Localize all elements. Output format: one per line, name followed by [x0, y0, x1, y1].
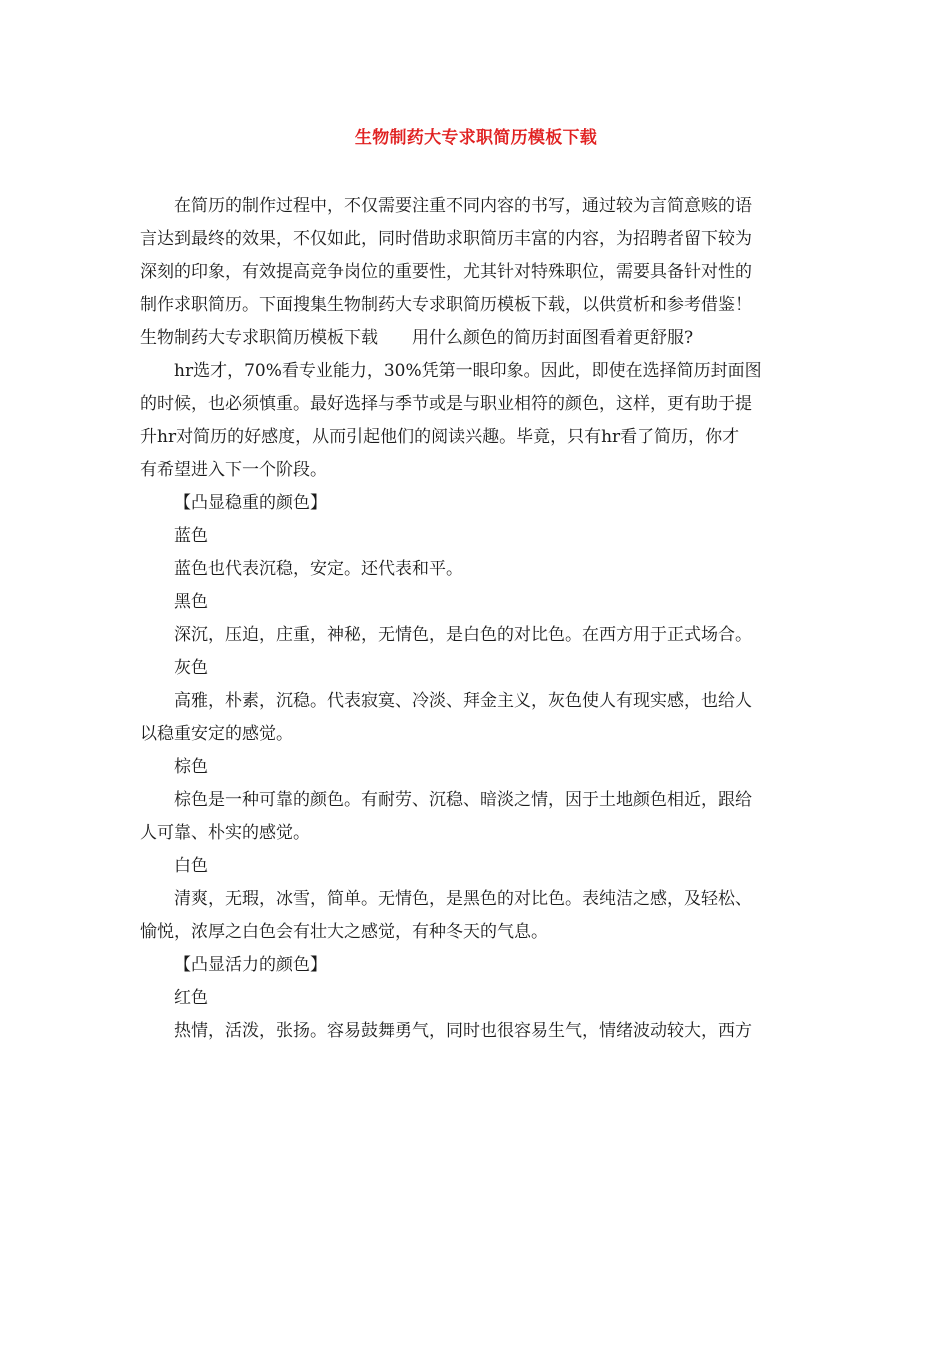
color-desc-white-2: 愉悦，浓厚之白色会有壮大之感觉，有种冬天的气息。	[140, 922, 548, 942]
hr-line-3: 升hr对简历的好感度，从而引起他们的阅读兴趣。毕竟，只有hr看了简历，你才	[140, 427, 740, 447]
document-title: 生物制药大专求职简历模板下载	[354, 128, 598, 148]
color-name-blue: 蓝色	[174, 526, 208, 546]
color-desc-white-1: 清爽，无瑕，冰雪，简单。无情色，是黑色的对比色。表纯洁之感，及轻松、	[174, 889, 752, 909]
color-desc-brown-2: 人可靠、朴实的感觉。	[140, 823, 310, 843]
color-desc-black: 深沉，压迫，庄重，神秘，无情色，是白色的对比色。在西方用于正式场合。	[174, 625, 752, 645]
intro-line-4: 制作求职简历。下面搜集生物制药大专求职简历模板下载，以供赏析和参考借鉴！	[140, 295, 752, 315]
hr-line-1: hr选才，70%看专业能力，30%凭第一眼印象。因此，即使在选择简历封面图	[174, 361, 762, 381]
intro-line-2: 言达到最终的效果，不仅如此，同时借助求职简历丰富的内容，为招聘者留下较为	[140, 229, 752, 249]
hr-line-4: 有希望进入下一个阶段。	[140, 460, 327, 480]
color-name-gray: 灰色	[174, 658, 208, 678]
color-desc-gray-1: 高雅，朴素，沉稳。代表寂寞、冷淡、拜金主义，灰色使人有现实感，也给人	[174, 691, 752, 711]
color-name-white: 白色	[174, 856, 208, 876]
intro-line-3: 深刻的印象，有效提高竞争岗位的重要性，尤其针对特殊职位，需要具备针对性的	[140, 262, 752, 282]
subline-left: 生物制药大专求职简历模板下载	[140, 328, 378, 348]
color-desc-brown-1: 棕色是一种可靠的颜色。有耐劳、沉稳、暗淡之情，因于土地颜色相近，跟给	[174, 790, 752, 810]
color-desc-red-1: 热情，活泼，张扬。容易鼓舞勇气，同时也很容易生气，情绪波动较大，西方	[174, 1021, 752, 1041]
section-heading-vitality: 【凸显活力的颜色】	[174, 955, 327, 975]
subline-right: 用什么颜色的简历封面图看着更舒服?	[412, 328, 694, 348]
hr-line-2: 的时候，也必须慎重。最好选择与季节或是与职业相符的颜色，这样，更有助于提	[140, 394, 752, 414]
color-desc-gray-2: 以稳重安定的感觉。	[140, 724, 293, 744]
document-body	[140, 190, 812, 1048]
color-name-black: 黑色	[174, 592, 208, 612]
subline	[140, 322, 812, 355]
intro-line-1: 在简历的制作过程中，不仅需要注重不同内容的书写，通过较为言简意赅的语	[174, 196, 752, 216]
color-desc-blue: 蓝色也代表沉稳，安定。还代表和平。	[174, 559, 463, 579]
color-name-brown: 棕色	[174, 757, 208, 777]
section-heading-steady: 【凸显稳重的颜色】	[174, 493, 327, 513]
document-page	[0, 124, 950, 1354]
color-name-red: 红色	[174, 988, 208, 1008]
